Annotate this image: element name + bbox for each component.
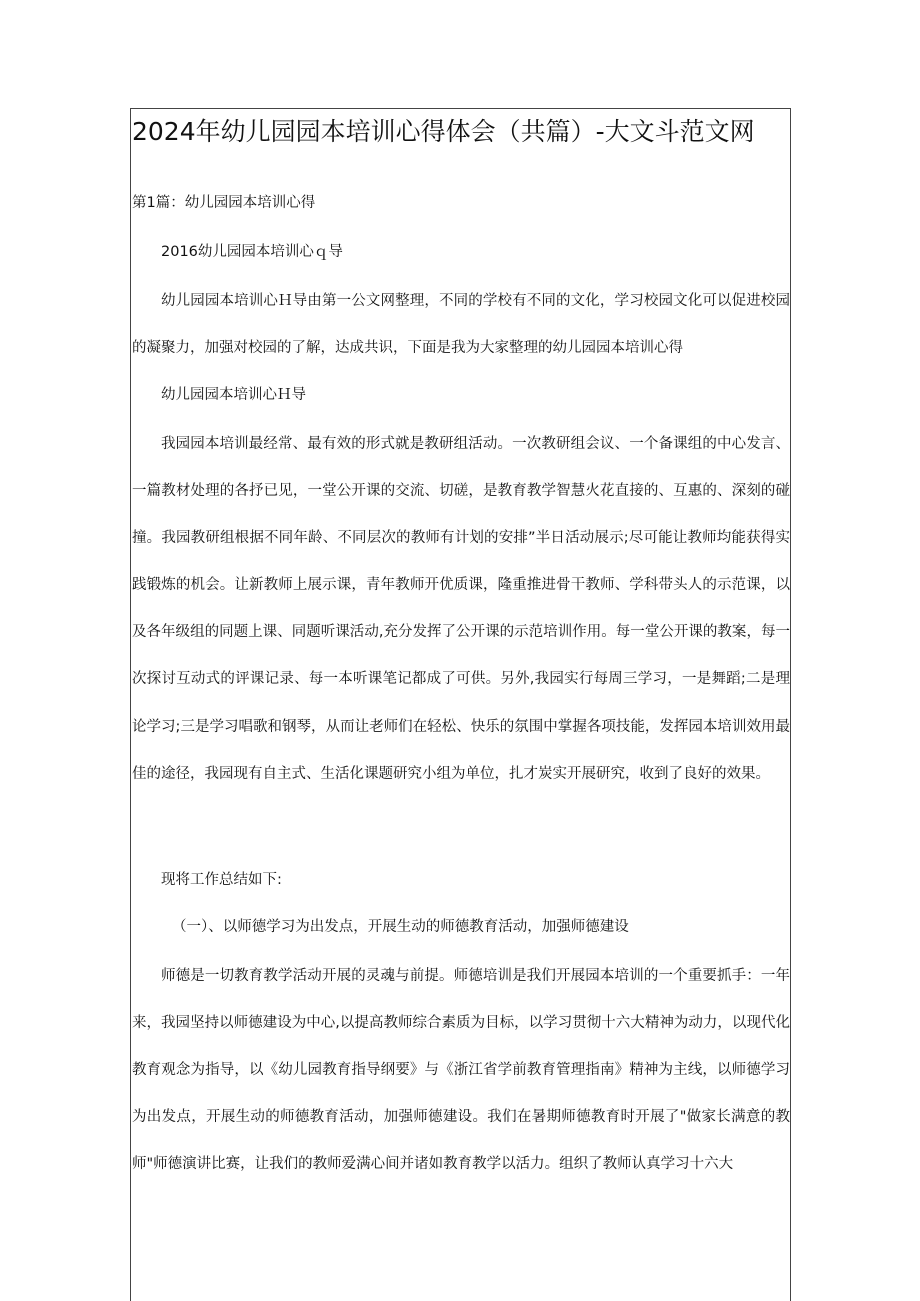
body-paragraph-2: 师德是一切教育教学活动开展的灵魂与前提。师德培训是我们开展园本培训的一个重要抓手：一年来，我园坚持以师德建设为中心,以提高教师综合素质为目标，以学习贯彻十六大精神为动力，以现代化教育观念为指导，以《幼儿园教育指导纲要》与《浙江省学前教育管理指南》精神为主线，以师德学习为出发点，开展生动的师德教育活动，加强师德建设。我们在暑期师德教育时开展了"做家长满意的教师"师德演讲比赛，让我们的教师爱满心间并诸如教育教学以活力。组织了教师认真学习十六大 xyxy=(132,968,790,1173)
summary-intro: 现将工作总结如下: xyxy=(161,872,282,888)
item-1-heading: （一）、以师德学习为出发点，开展生动的师德教育活动，加强师德建设 xyxy=(172,919,629,935)
sub-heading-2: 幼儿园园本培训心Ｈ导 xyxy=(161,387,306,403)
sub-heading-1: 2016幼儿园园本培训心ｑ导 xyxy=(161,244,343,260)
body-paragraph-1: 我园园本培训最经常、最有效的形式就是教研组活动。一次教研组会议、一个备课组的中心发言、一篇教材处理的各抒已见，一堂公开课的交流、切磋，是教育教学智慧火花直接的、互惠的、深刻的碰撞。我园教研组根据不同年龄、不同层次的教师有计划的安排”半日活动展示;尽可能让教师均能获得实践锻炼的机会。让新教师上展示课，青年教师开优质课，隆重推进骨干教师、学科带头人的示范课，以及各年级组的同题上课、同题听课活动,充分发挥了公开课的示范培训作用。每一堂公开课的教案，每一次探讨互动式的评课记录、每一本听课笔记都成了可供。另外,我园实行每周三学习，一是舞蹈;二是理论学习;三是学习唱歌和钢琴，从而让老师们在轻松、快乐的氛围中掌握各项技能，发挥园本培训效用最佳的途径，我园现有自主式、生活化课题研究小组为单位，扎才炭实开展研究，收到了良好的效果。 xyxy=(132,436,790,782)
document-title: 2024年幼儿园园本培训心得体会（共篇）-大文斗范文网 xyxy=(132,117,755,146)
section-heading: 第1篇：幼儿园园本培训心得 xyxy=(132,195,316,211)
document-body xyxy=(132,112,790,1173)
intro-paragraph: 幼儿园园本培训心Ｈ导由第一公文网整理，不同的学校有不同的文化，学习校园文化可以促进校园的凝聚力，加强对校园的了解，达成共识，下面是我为大家整理的幼儿园园本培训心得 xyxy=(132,293,790,357)
